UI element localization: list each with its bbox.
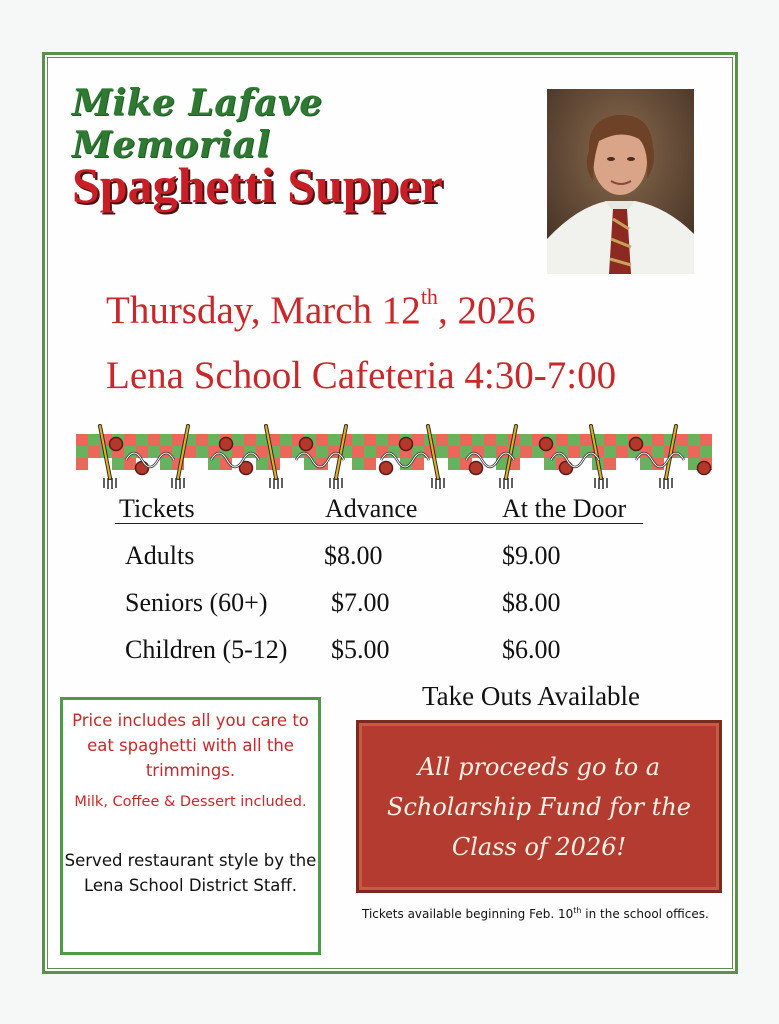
border-decoration-mark [136, 434, 148, 446]
border-decoration-mark [400, 438, 413, 451]
event-date-suffix: th [420, 284, 438, 309]
border-decoration-mark [280, 446, 292, 458]
border-decoration-mark [136, 462, 149, 475]
border-decoration-mark [630, 438, 643, 451]
border-decoration-mark [436, 446, 448, 458]
border-decoration-mark [148, 446, 160, 458]
event-date-year: , 2026 [437, 289, 536, 332]
border-decoration-mark [640, 458, 652, 470]
border-decoration-mark [352, 434, 364, 446]
border-decoration-mark [580, 434, 592, 446]
border-decoration-mark [676, 434, 688, 446]
border-decoration-mark [172, 434, 184, 446]
proceeds-box [356, 720, 722, 893]
border-decoration-mark [160, 458, 172, 470]
checkered-spaghetti-border [76, 420, 714, 492]
border-decoration-mark [328, 434, 340, 446]
row-advance-price: $8.00 [324, 541, 383, 570]
price-info-box [60, 697, 321, 955]
row-advance-price: $7.00 [331, 588, 390, 617]
border-decoration-mark [568, 434, 580, 446]
border-decoration-mark [208, 458, 220, 470]
border-decoration-mark [364, 434, 376, 446]
ticket-availability-note [362, 906, 709, 921]
border-decoration-mark [316, 434, 328, 446]
border-decoration-mark [568, 446, 580, 458]
border-decoration-mark [604, 446, 616, 458]
border-decoration-mark [484, 434, 496, 446]
border-decoration-mark [112, 458, 124, 470]
border-decoration-mark [688, 434, 700, 446]
border-decoration-mark [448, 434, 460, 446]
border-decoration-mark [688, 446, 700, 458]
row-advance-price: $5.00 [331, 635, 390, 664]
row-door-price: $8.00 [502, 588, 561, 617]
portrait-photo [547, 89, 694, 274]
border-decoration-mark [300, 438, 313, 451]
border-decoration-mark [88, 434, 100, 446]
proceeds-text: All proceeds go to a Scholarship Fund for the Class of 2026! [387, 752, 691, 861]
border-decoration-mark [124, 434, 136, 446]
border-decoration-mark [232, 446, 244, 458]
border-decoration-mark [196, 434, 208, 446]
border-decoration-mark [244, 434, 256, 446]
border-decoration-mark [376, 434, 388, 446]
row-label: Seniors (60+) [125, 588, 268, 617]
border-decoration-mark [556, 434, 568, 446]
served-by-text: Served restaurant style by the Lena School District Staff. [64, 851, 317, 895]
border-decoration-mark [76, 446, 88, 458]
take-outs-note: Take Outs Available [422, 681, 641, 711]
border-decoration-mark [232, 434, 244, 446]
border-decoration-mark [148, 434, 160, 446]
border-decoration-mark [380, 462, 393, 475]
checkered-spaghetti-border-icon [76, 420, 714, 492]
border-decoration-mark [110, 438, 123, 451]
border-decoration-mark [88, 446, 100, 458]
border-decoration-mark [364, 458, 376, 470]
header-tickets: Tickets [119, 494, 195, 523]
border-decoration-mark [700, 446, 712, 458]
row-label: Adults [125, 541, 195, 570]
portrait-photo-icon [547, 89, 694, 274]
border-decoration-mark [520, 446, 532, 458]
header-advance: Advance [325, 494, 418, 523]
border-decoration-mark [544, 458, 556, 470]
availability-main: Tickets available beginning Feb. 10 [362, 907, 574, 921]
memorial-title: Mike Lafave Memorial [72, 82, 323, 166]
row-door-price: $6.00 [502, 635, 561, 664]
border-decoration-mark [652, 434, 664, 446]
border-decoration-mark [540, 438, 553, 451]
border-decoration-mark [208, 434, 220, 446]
border-decoration-mark [352, 458, 364, 470]
border-decoration-mark [460, 434, 472, 446]
border-decoration-mark [160, 434, 172, 446]
border-decoration-mark [412, 434, 424, 446]
event-date [106, 284, 536, 333]
row-label: Children (5-12) [125, 635, 288, 664]
border-decoration-mark [616, 434, 628, 446]
border-decoration-mark [698, 462, 711, 475]
border-decoration-mark [496, 434, 508, 446]
border-decoration-mark [196, 446, 208, 458]
event-date-main: Thursday, March 12 [106, 289, 421, 332]
border-decoration-mark [652, 446, 664, 458]
border-decoration-mark [388, 434, 400, 446]
border-decoration-mark [364, 446, 376, 458]
border-decoration-mark [352, 446, 364, 458]
border-decoration-mark [280, 434, 292, 446]
price-includes-text: Price includes all you care to eat spaghetti with all the trimmings. [72, 711, 309, 780]
border-decoration-mark [616, 446, 628, 458]
border-decoration-mark [220, 438, 233, 451]
border-decoration-mark [604, 458, 616, 470]
table-header-divider [115, 523, 643, 524]
border-decoration-mark [436, 434, 448, 446]
border-decoration-mark [484, 446, 496, 458]
border-decoration-mark [76, 458, 88, 470]
border-decoration-mark [76, 434, 88, 446]
border-decoration-mark [604, 434, 616, 446]
border-decoration-mark [520, 434, 532, 446]
border-decoration-mark [700, 434, 712, 446]
availability-tail: in the school offices. [581, 907, 709, 921]
event-venue-time: Lena School Cafeteria 4:30-7:00 [106, 354, 617, 397]
border-decoration-mark [470, 462, 483, 475]
drinks-dessert-text: Milk, Coffee & Dessert included. [74, 794, 307, 810]
availability-suffix: th [573, 906, 582, 915]
event-title: Spaghetti Supper [72, 157, 443, 213]
border-decoration-mark [316, 446, 328, 458]
border-decoration-mark [472, 434, 484, 446]
row-door-price: $9.00 [502, 541, 561, 570]
header-at-the-door: At the Door [502, 494, 627, 523]
border-decoration-mark [448, 458, 460, 470]
border-decoration-mark [448, 446, 460, 458]
